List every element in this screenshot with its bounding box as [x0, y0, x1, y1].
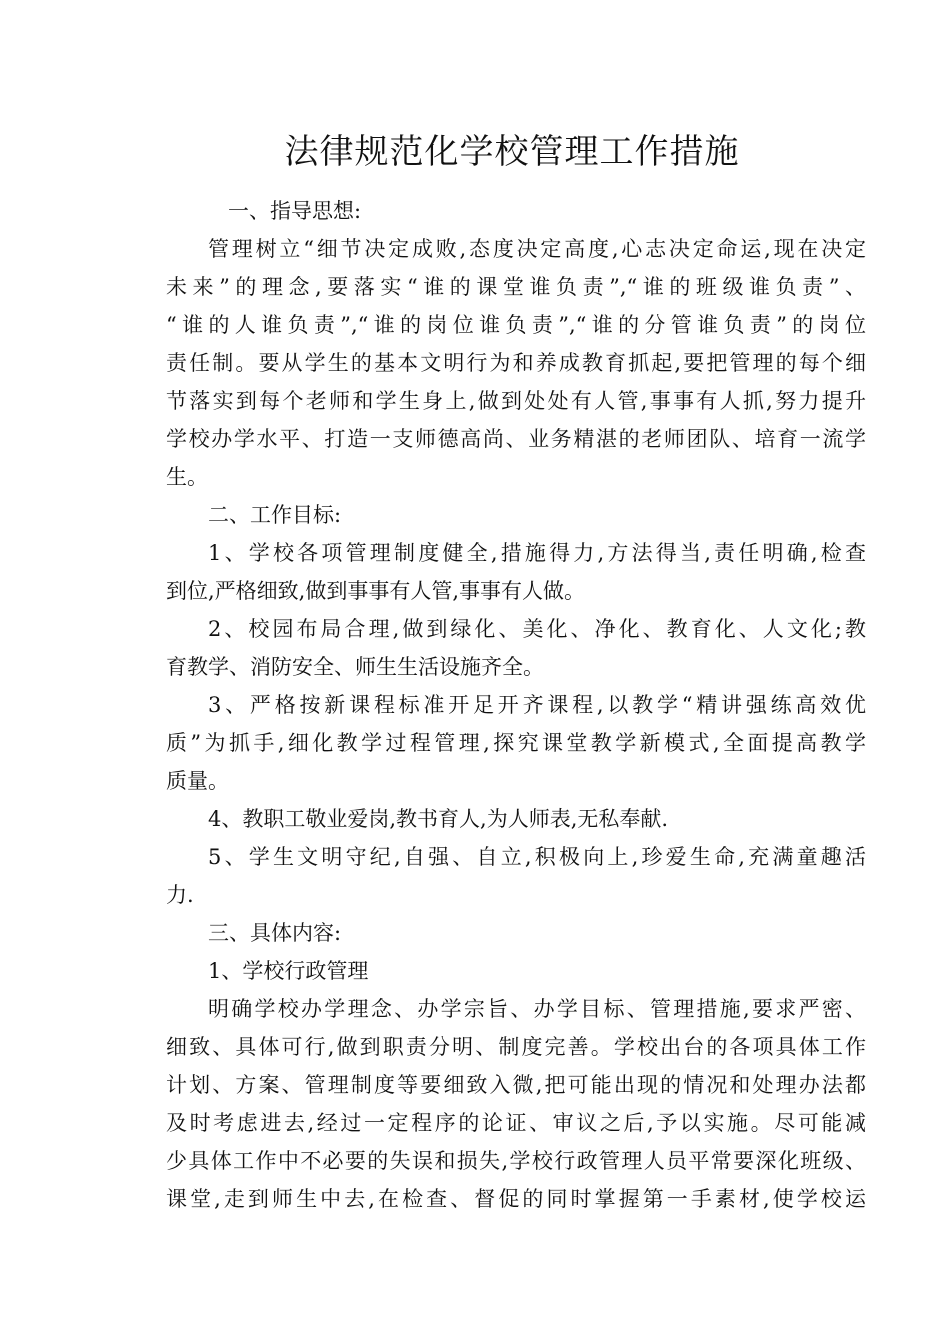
paragraph-line: “谁的人谁负责”,“谁的岗位谁负责”,“谁的分管谁负责”的岗位 — [166, 313, 866, 337]
paragraph-line: 明确学校办学理念、办学宗旨、办学目标、管理措施,要求严密、 — [208, 997, 866, 1021]
paragraph-line: 计划、方案、管理制度等要细致入微,把可能出现的情况和处理办法都 — [166, 1073, 866, 1097]
goal-item-5: 5、学生文明守纪,自强、自立,积极向上,珍爱生命,充满童趣活 — [208, 845, 866, 869]
paragraph-line: 责任制。要从学生的基本文明行为和养成教育抓起,要把管理的每个细 — [166, 351, 866, 375]
paragraph-line: 细致、具体可行,做到职责分明、制度完善。学校出台的各项具体工作 — [166, 1035, 866, 1059]
goal-item-1: 1、学校各项管理制度健全,措施得力,方法得当,责任明确,检查 — [208, 541, 866, 565]
document-title: 法律规范化学校管理工作措施 — [284, 132, 740, 172]
subsection-heading-admin: 1、学校行政管理 — [208, 959, 369, 983]
paragraph-line: 质”为抓手,细化教学过程管理,探究课堂教学新模式,全面提高教学 — [166, 731, 866, 755]
goal-item-2: 2、校园布局合理,做到绿化、美化、净化、教育化、人文化;教 — [208, 617, 866, 641]
section-heading-work-goals: 二、工作目标: — [208, 503, 342, 527]
paragraph-line: 生。 — [166, 465, 208, 489]
paragraph-line: 学校办学水平、打造一支师德高尚、业务精湛的老师团队、培育一流学 — [166, 427, 866, 451]
paragraph-line: 质量。 — [166, 769, 229, 793]
paragraph-line: 少具体工作中不必要的失误和损失,学校行政管理人员平常要深化班级、 — [166, 1149, 866, 1173]
paragraph-line: 到位,严格细致,做到事事有人管,事事有人做。 — [166, 579, 586, 603]
paragraph-line: 力. — [166, 883, 194, 907]
section-heading-guiding-thought: 一、指导思想: — [228, 199, 362, 223]
section-heading-specific-content: 三、具体内容: — [208, 921, 342, 945]
paragraph-line: 育教学、消防安全、师生生活设施齐全。 — [166, 655, 544, 679]
paragraph-line: 及时考虑进去,经过一定程序的论证、审议之后,予以实施。尽可能减 — [166, 1111, 866, 1135]
paragraph-line: 节落实到每个老师和学生身上,做到处处有人管,事事有人抓,努力提升 — [166, 389, 866, 413]
goal-item-4: 4、教职工敬业爱岗,教书育人,为人师表,无私奉献. — [208, 807, 669, 831]
paragraph-line: 课堂,走到师生中去,在检查、督促的同时掌握第一手素材,使学校运 — [166, 1187, 866, 1211]
goal-item-3: 3、严格按新课程标准开足开齐课程,以教学“精讲强练高效优 — [208, 693, 866, 717]
paragraph-line: 管理树立“细节决定成败,态度决定高度,心志决定命运,现在决定 — [208, 237, 866, 261]
paragraph-line: 未来”的理念,要落实“谁的课堂谁负责”,“谁的班级谁负责”、 — [166, 275, 866, 299]
